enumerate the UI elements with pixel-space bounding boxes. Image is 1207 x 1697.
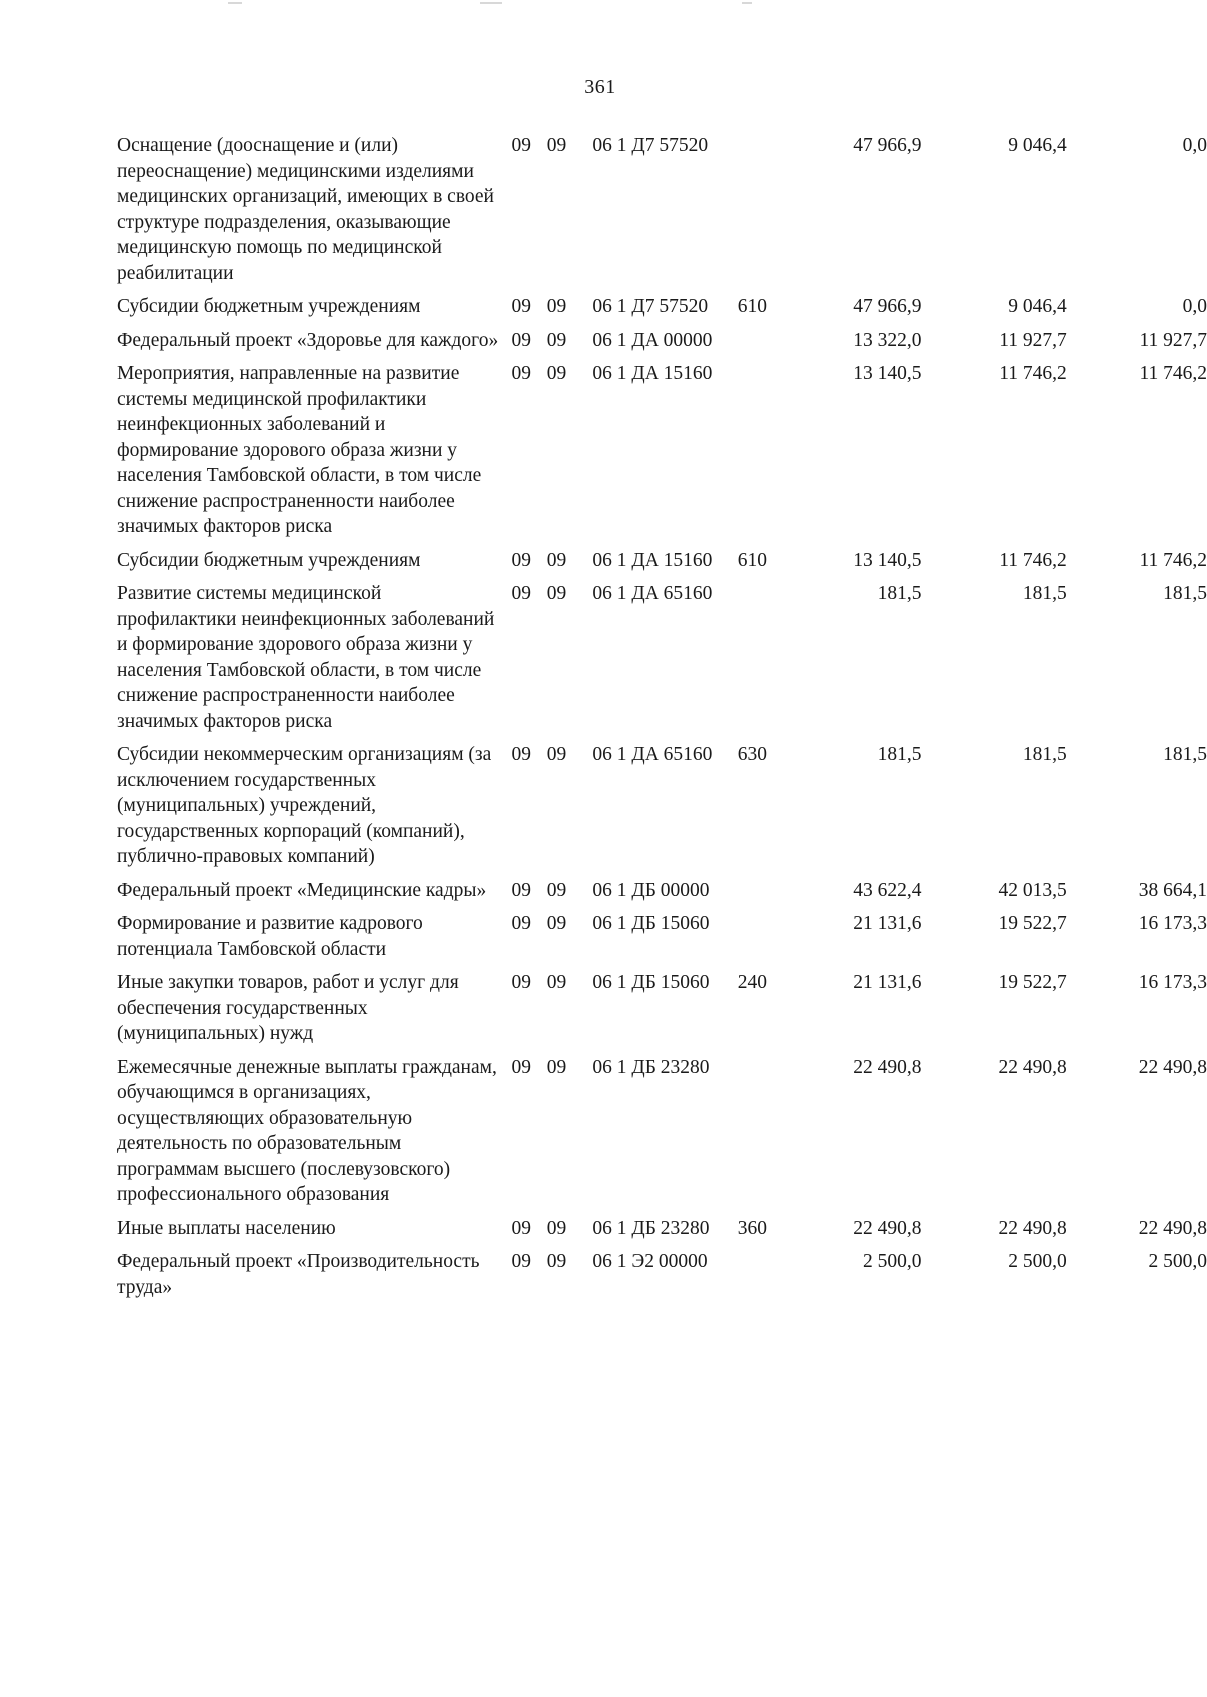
section-code: 09	[511, 363, 531, 384]
table-row	[117, 1249, 1207, 1308]
amount-year-3: 11 746,2	[1139, 363, 1207, 384]
subsection-code: 09	[546, 972, 567, 993]
row-name: Субсидии бюджетным учреждениям	[117, 296, 421, 317]
scan-artifact	[480, 2, 502, 4]
subsection-code: 09	[546, 549, 567, 571]
amount-year-2: 22 490,8	[998, 1056, 1067, 1078]
table-row	[117, 878, 1207, 912]
row-name: Субсидии бюджетным учреждениям	[117, 549, 421, 571]
amount-year-2: 19 522,7	[998, 972, 1067, 993]
section-code: 09	[511, 549, 531, 571]
table-row	[117, 328, 1207, 362]
table-row	[117, 581, 1207, 742]
table-body	[117, 133, 1207, 1308]
subsection-code: 09	[546, 879, 567, 901]
row-name: Иные выплаты населению	[117, 1217, 336, 1239]
amount-year-1: 21 131,6	[853, 913, 922, 934]
section-code: 09	[511, 135, 531, 156]
expense-type-code	[738, 361, 792, 548]
subsection-code: 09	[546, 744, 567, 765]
row-name: Федеральный проект «Здоровье для каждого»	[117, 329, 499, 351]
amount-year-2: 11 746,2	[999, 549, 1067, 571]
amount-year-3: 181,5	[1163, 583, 1207, 604]
section-code: 09	[511, 329, 531, 351]
table-row	[117, 1216, 1207, 1250]
subsection-code: 09	[546, 1251, 567, 1272]
amount-year-2: 9 046,4	[1008, 135, 1067, 156]
expense-type-code: 630	[737, 744, 767, 765]
section-code: 09	[511, 1217, 531, 1239]
amount-year-2: 22 490,8	[998, 1217, 1067, 1239]
target-article-code: 06 1 ДА 65160	[592, 583, 713, 604]
amount-year-1: 181,5	[877, 583, 922, 604]
amount-year-1: 13 140,5	[853, 363, 922, 384]
amount-year-3: 0,0	[1182, 135, 1207, 156]
page-number: 361	[584, 76, 616, 98]
table-row	[117, 970, 1207, 1055]
table-row	[117, 742, 1207, 878]
target-article-code: 06 1 ДА 00000	[592, 329, 713, 351]
amount-year-2: 9 046,4	[1008, 296, 1067, 317]
amount-year-1: 47 966,9	[853, 296, 922, 317]
target-article-code: 06 1 ДБ 00000	[592, 879, 710, 901]
expense-type-code	[738, 133, 792, 294]
amount-year-3: 16 173,3	[1138, 972, 1207, 993]
amount-year-3: 0,0	[1182, 296, 1207, 317]
row-name: Иные закупки товаров, работ и услуг для обеспечения государственных (муниципальных) нужд	[117, 972, 459, 1044]
target-article-code: 06 1 ДБ 15060	[592, 913, 710, 934]
section-code: 09	[511, 583, 531, 604]
expense-type-code	[738, 328, 792, 362]
section-code: 09	[511, 1056, 531, 1078]
subsection-code: 09	[546, 296, 567, 317]
subsection-code: 09	[546, 1217, 567, 1239]
amount-year-3: 38 664,1	[1138, 879, 1207, 901]
table-row	[117, 361, 1207, 548]
amount-year-3: 22 490,8	[1138, 1217, 1207, 1239]
row-name: Федеральный проект «Производительность труда»	[117, 1251, 480, 1298]
amount-year-2: 181,5	[1022, 744, 1067, 765]
amount-year-3: 22 490,8	[1138, 1056, 1207, 1078]
target-article-code: 06 1 ДА 65160	[592, 744, 713, 765]
amount-year-2: 2 500,0	[1008, 1251, 1067, 1272]
target-article-code: 06 1 ДБ 15060	[592, 972, 710, 993]
amount-year-1: 47 966,9	[853, 135, 922, 156]
budget-table	[117, 133, 1207, 1308]
target-article-code: 06 1 Д7 57520	[592, 135, 709, 156]
subsection-code: 09	[546, 583, 567, 604]
amount-year-2: 42 013,5	[998, 879, 1067, 901]
expense-type-code: 240	[737, 972, 767, 993]
subsection-code: 09	[546, 1056, 567, 1078]
expense-type-code	[738, 878, 792, 912]
expense-type-code	[738, 911, 792, 970]
row-name: Мероприятия, направленные на развитие системы медицинской профилактики неинфекционных заболеваний и формирование здорового образа жизни у населения Тамбовской области, в том числе снижение распространенности наиболее значимых факторов риска	[117, 363, 482, 537]
table-row	[117, 294, 1207, 328]
section-code: 09	[511, 913, 531, 934]
row-name: Федеральный проект «Медицинские кадры»	[117, 879, 487, 901]
target-article-code: 06 1 ДБ 23280	[592, 1056, 710, 1078]
amount-year-3: 11 927,7	[1139, 329, 1207, 351]
amount-year-2: 19 522,7	[998, 913, 1067, 934]
row-name: Субсидии некоммерческим организациям (за исключением государственных (муниципальных) учреждений, государственных корпораций (компаний), публично-правовых компаний)	[117, 744, 492, 867]
amount-year-1: 21 131,6	[853, 972, 922, 993]
amount-year-1: 43 622,4	[853, 879, 922, 901]
row-name: Формирование и развитие кадрового потенциала Тамбовской области	[117, 913, 423, 960]
amount-year-2: 181,5	[1022, 583, 1067, 604]
table-row	[117, 911, 1207, 970]
amount-year-1: 2 500,0	[862, 1251, 922, 1272]
section-code: 09	[511, 744, 531, 765]
subsection-code: 09	[546, 913, 567, 934]
amount-year-3: 2 500,0	[1148, 1251, 1207, 1272]
amount-year-3: 11 746,2	[1139, 549, 1207, 571]
section-code: 09	[511, 296, 531, 317]
amount-year-1: 22 490,8	[853, 1217, 922, 1239]
target-article-code: 06 1 ДБ 23280	[592, 1217, 710, 1239]
amount-year-1: 13 322,0	[853, 329, 922, 351]
amount-year-2: 11 927,7	[999, 329, 1067, 351]
subsection-code: 09	[546, 329, 567, 351]
expense-type-code	[738, 581, 792, 742]
row-name: Ежемесячные денежные выплаты гражданам, обучающимся в организациях, осуществляющих образовательную деятельность по образовательным программам высшего (послевузовского) профессионального образования	[117, 1056, 497, 1205]
scan-artifact	[228, 2, 242, 4]
expense-type-code	[738, 1055, 792, 1216]
amount-year-1: 181,5	[877, 744, 922, 765]
expense-type-code	[738, 1249, 792, 1308]
subsection-code: 09	[546, 135, 567, 156]
expense-type-code: 360	[737, 1217, 767, 1239]
section-code: 09	[511, 1251, 531, 1272]
table-row	[117, 1055, 1207, 1216]
expense-type-code: 610	[737, 549, 767, 571]
amount-year-3: 16 173,3	[1138, 913, 1207, 934]
amount-year-3: 181,5	[1163, 744, 1207, 765]
row-name: Оснащение (дооснащение и (или) переоснащение) медицинскими изделиями медицинских организаций, имеющих в своей структуре подразделения, оказывающие медицинскую помощь по медицинской реабилитации	[117, 135, 494, 284]
target-article-code: 06 1 ДА 15160	[592, 363, 713, 384]
section-code: 09	[511, 879, 531, 901]
subsection-code: 09	[546, 363, 567, 384]
amount-year-1: 22 490,8	[853, 1056, 922, 1078]
table-row	[117, 133, 1207, 294]
scan-artifact	[742, 2, 752, 4]
section-code: 09	[511, 972, 531, 993]
amount-year-1: 13 140,5	[853, 549, 922, 571]
target-article-code: 06 1 ДА 15160	[592, 549, 713, 571]
target-article-code: 06 1 Э2 00000	[592, 1251, 708, 1272]
target-article-code: 06 1 Д7 57520	[592, 296, 709, 317]
row-name: Развитие системы медицинской профилактики неинфекционных заболеваний и формирование здорового образа жизни у населения Тамбовской области, в том числе снижение распространенности наиболее значимых факторов риска	[117, 583, 495, 732]
expense-type-code: 610	[737, 296, 767, 317]
amount-year-2: 11 746,2	[999, 363, 1067, 384]
table-row	[117, 548, 1207, 582]
